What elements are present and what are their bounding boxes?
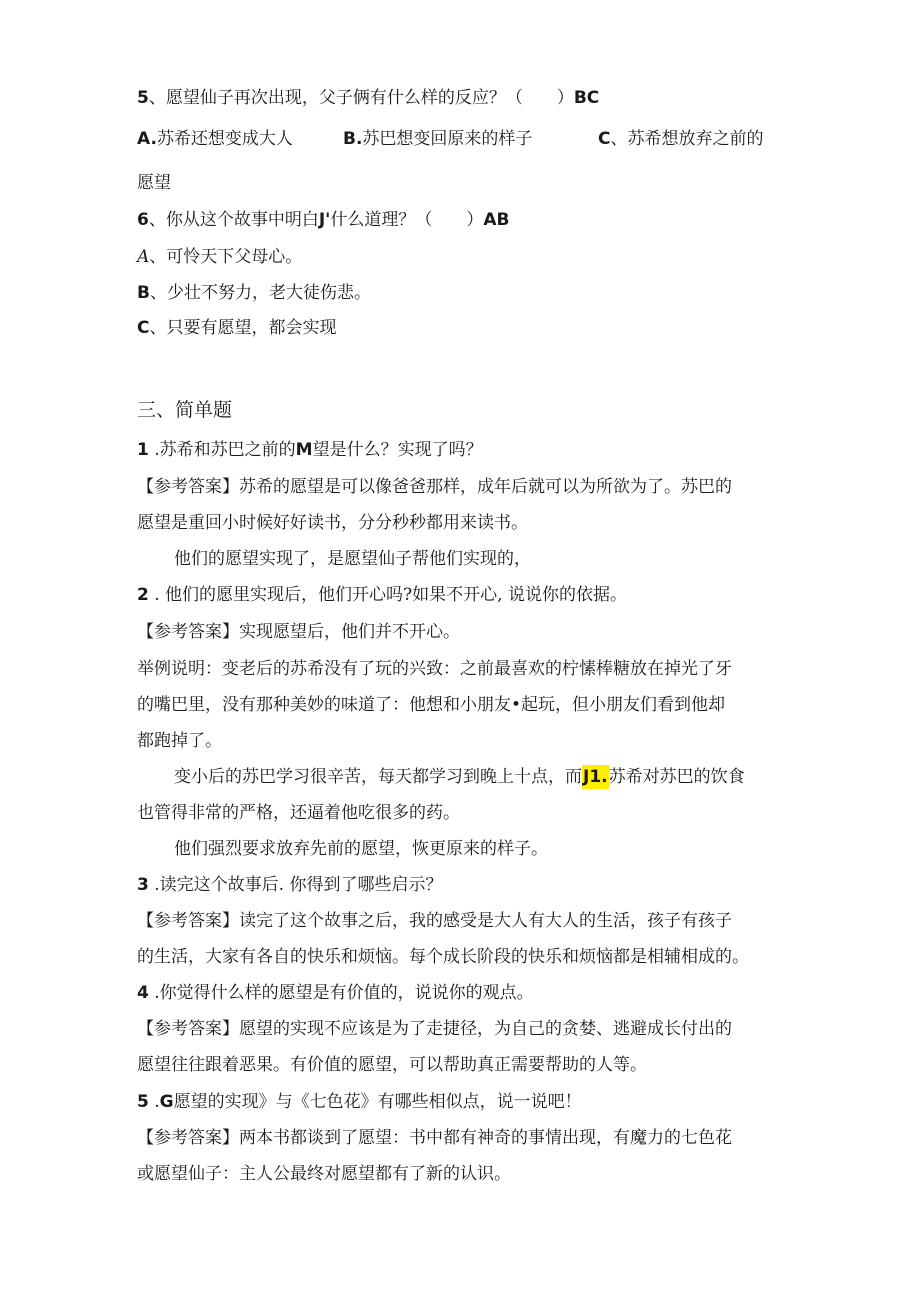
answer-1-line-3: 他们的愿望实现了，是愿望仙子帮他们实现的， <box>174 549 531 569</box>
answer-2-line-2: 举例说明：变老后的苏希没有了玩的兴致：之前最喜欢的柠愫棒糖放在掉光了牙 <box>137 659 732 679</box>
question-5: 5、愿望仙子再次出现，父子俩有什么样的反应？（ ）BC <box>137 88 600 108</box>
answer-2-line-3: 的嘴巴里，没有那种美妙的味道了：他想和小朋友•起玩，但小朋友们看到他却 <box>137 695 726 715</box>
question-6: 6、你从这个故事中明白J'什么道理？（ ）AB <box>137 210 510 230</box>
answer-4-line-1: 【参考答案】愿望的实现不应该是为了走捷径，为自己的贪婪、逃避成长付出的 <box>137 1019 732 1039</box>
option-q5-a: A.苏希还想变成大人 <box>137 129 293 149</box>
answer-2-line-1: 【参考答案】实现愿望后，他们并不开心。 <box>137 622 460 642</box>
answer-2-line-5: 变小后的苏巴学习很辛苦，每天都学习到晚上十点，而J1.苏希对苏巴的饮食 <box>174 767 745 787</box>
answer-4-line-2: 愿望往往跟着恶果。有价值的愿望，可以帮助真正需要帮助的人等。 <box>137 1055 647 1075</box>
answer-3-line-2: 的生活，大家有各自的快乐和烦恼。每个成长阶段的快乐和烦恼都是相辅相成的。 <box>137 947 749 967</box>
answer-q6: AB <box>483 210 510 230</box>
highlighted-text: J1. <box>583 767 608 787</box>
answer-5-line-1: 【参考答案】两本书都谈到了愿望：书中都有神奇的事情出现，有魔力的七色花 <box>137 1128 732 1148</box>
section-title: 三、简单题 <box>137 399 233 421</box>
option-q5-b: B.苏巴想变回原来的样子 <box>343 129 533 149</box>
option-q6-a: A、可怜天下父母心。 <box>137 247 303 267</box>
option-q5-c: C、苏希想放弃之前的 <box>598 129 764 149</box>
short-question-2: 2 . 他们的愿里实现后，他们开心吗?如果不开心, 说说你的依据。 <box>137 585 627 605</box>
answer-2-line-7: 他们强烈要求放弃先前的愿望，恢更原来的样子。 <box>174 839 548 859</box>
answer-q5: BC <box>573 88 600 108</box>
option-q5-c-continued: 愿望 <box>137 173 171 193</box>
option-q6-c: C、只要有愿望，都会实现 <box>137 318 337 338</box>
answer-1-line-1: 【参考答案】苏希的愿望是可以像爸爸那样，成年后就可以为所欲为了。苏巴的 <box>137 477 732 497</box>
short-question-1: 1 .苏希和苏巴之前的M望是什么？实现了吗？ <box>137 440 483 460</box>
short-question-3: 3 .读完这个故事后. 你得到了哪些启示？ <box>137 875 443 895</box>
answer-2-line-4: 都跑掉了。 <box>137 731 222 751</box>
short-question-4: 4 .你觉得什么样的愿望是有价值的，说说你的观点。 <box>137 983 534 1003</box>
short-question-5: 5 .G愿望的实现》与《七色花》有哪些相似点，说一说吧！ <box>137 1092 582 1112</box>
answer-5-line-2: 或愿望仙子：主人公最终对愿望都有了新的认识。 <box>137 1164 511 1184</box>
answer-1-line-2: 愿望是重回小时候好好读书，分分秒秒都用来读书。 <box>137 513 528 533</box>
answer-3-line-1: 【参考答案】读完了这个故事之后，我的感受是大人有大人的生活，孩子有孩子 <box>137 911 732 931</box>
answer-2-line-6: 也管得非常的严格，还逼着他吃很多的药。 <box>137 803 460 823</box>
option-q6-b: B、少壮不努力，老大徒伤悲。 <box>137 283 371 303</box>
